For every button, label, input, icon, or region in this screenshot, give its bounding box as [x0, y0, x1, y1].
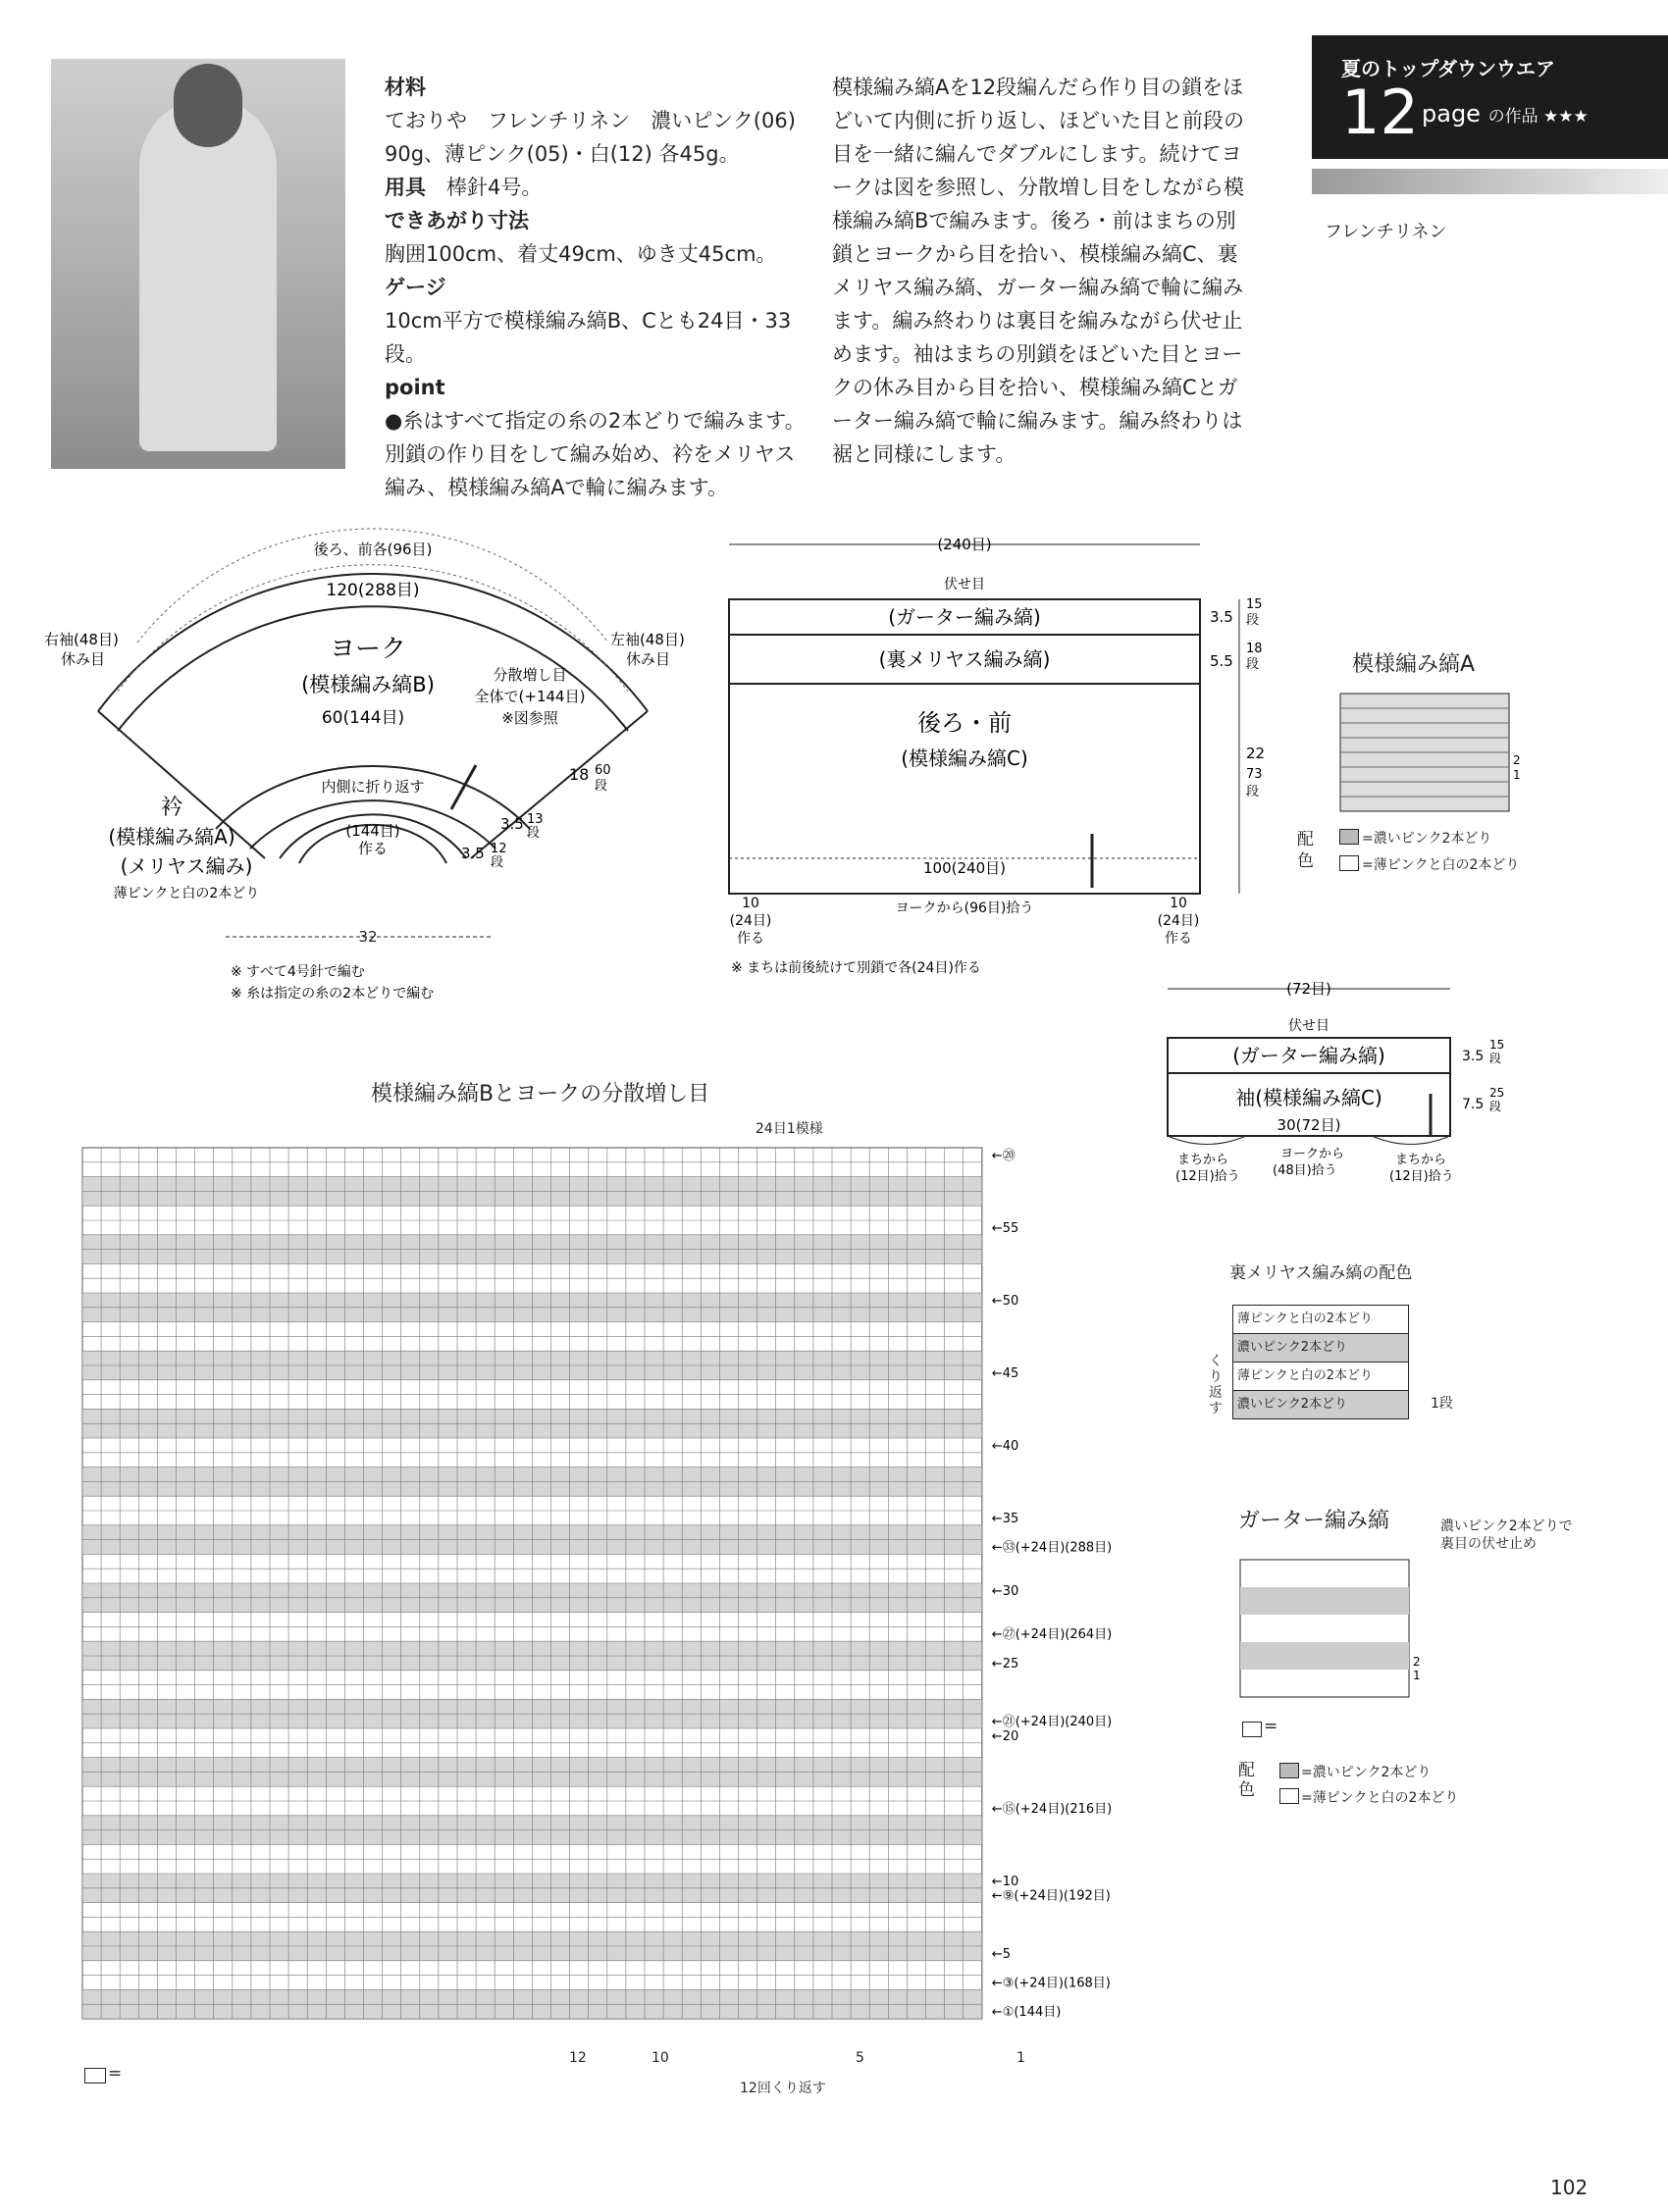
- chart-b-row-label: ←⑨(+24目)(192目): [991, 1888, 1111, 1904]
- chart-b-repeat-bottom: 12回くり返す: [740, 2081, 826, 2096]
- garter-depth: 3.5: [1210, 608, 1233, 626]
- chart-b-row-label: ←30: [991, 1583, 1019, 1599]
- garter-light-swatch: [1279, 1788, 1299, 1804]
- yoke-rows-unit: 段: [595, 779, 608, 794]
- collar-pattern: (模様編み縞A): [108, 825, 235, 849]
- rev-rows-unit: 段: [1246, 657, 1260, 672]
- chart-b-row-label: ←㉝(+24目)(288目): [991, 1540, 1113, 1556]
- fold-rows-unit: 段: [527, 826, 541, 841]
- garter-title: ガーター編み縞: [1238, 1509, 1390, 1533]
- sleeve-bottom-label: 30(72目): [1277, 1116, 1341, 1134]
- chart-b-row-label: ←35: [991, 1511, 1019, 1526]
- cast-label: (144目): [345, 822, 400, 840]
- body-rev-label: (裏メリヤス編み縞): [878, 647, 1051, 671]
- garter-row-1: 1: [1413, 1669, 1421, 1682]
- inc-label-3: ※図参照: [501, 709, 558, 727]
- heading-point: point: [385, 376, 445, 399]
- sleeve-top-label: (72目): [1286, 980, 1331, 998]
- garter-legend-1: =濃いピンク2本どり: [1301, 1765, 1432, 1780]
- rev-rows: 18: [1246, 642, 1263, 656]
- chart-b-row-label: ←⑮(+24目)(216目): [991, 1801, 1113, 1817]
- yoke-sub: (模様編み縞B): [301, 673, 435, 696]
- yoke-rows: 60: [595, 763, 611, 778]
- collar-rows-unit: 段: [491, 855, 504, 870]
- sleeve-depth: 7.5: [1462, 1097, 1485, 1112]
- gauge-text: 10cm平方で模様編み縞B、Cとも24目・33段。: [385, 309, 792, 366]
- body-garter-label: (ガーター編み縞): [888, 605, 1041, 629]
- pattern-a-row-2: 2: [1513, 753, 1521, 767]
- body-rows: 73: [1246, 767, 1263, 782]
- body-width-label: (240目): [937, 536, 992, 553]
- chart-legend-swatch: [84, 2068, 106, 2083]
- chart-b-row-label: ←㉗(+24目)(264目): [991, 1627, 1113, 1643]
- yarn-name: フレンチリネン: [1325, 222, 1447, 242]
- collar-rows: 12: [491, 842, 507, 856]
- rev-color-row-3: 薄ピンクと白の2本どり: [1232, 1363, 1409, 1391]
- chart-b-title: 模様編み縞Bとヨークの分散増し目: [371, 1082, 710, 1106]
- yoke-inner-arc: [216, 766, 530, 829]
- body-pick-label: ヨークから(96目)拾う: [895, 900, 1034, 916]
- inc-label-1: 分散増し目: [493, 666, 567, 684]
- garter-rows: 15: [1246, 597, 1263, 612]
- model-head: [174, 64, 242, 147]
- gusset-right-2: (24目): [1157, 913, 1200, 929]
- chart-b-row-label: ←10: [991, 1874, 1019, 1889]
- yoke-diagram: [39, 535, 706, 1015]
- heading-size: できあがり寸法: [385, 209, 529, 232]
- point-text: ●糸はすべて指定の糸の2本どりで編みます。別鎖の作り目をして編み始め、衿をメリヤス編み、模様編み縞Aで輪に編みます。: [385, 409, 806, 499]
- page-number: 102: [1550, 2176, 1589, 2199]
- left-sleeve-rest: 休み目: [626, 650, 671, 668]
- dark-pink-swatch: [1339, 829, 1359, 845]
- collar-yarn: 薄ピンクと白の2本どり: [113, 886, 260, 901]
- page-ref-number: 12: [1341, 77, 1419, 148]
- chart-legend-eq: =: [108, 2064, 123, 2083]
- gusset-left-1: 10: [742, 896, 759, 911]
- yoke-note-2: ※ 糸は指定の糸の2本どりで編む: [231, 986, 435, 1002]
- pattern-a-legend-head: 配色: [1297, 830, 1314, 871]
- chart-b-row-label: ←㉑(+24目)(240目): [991, 1715, 1113, 1730]
- sleeve-garter-rows-unit: 段: [1489, 1052, 1502, 1065]
- yoke-title: ヨーク: [329, 635, 407, 664]
- collar-title: 衿: [160, 796, 183, 820]
- tools-text: 棒針4号。: [446, 176, 543, 199]
- sleeve-pick-3b: (12目)拾う: [1389, 1169, 1454, 1184]
- sleeve-pick-2b: (48目)拾う: [1273, 1163, 1337, 1178]
- materials-text: ておりや フレンチリネン 濃いピンク(06) 90g、薄ピンク(05)・白(12) 各45g。: [385, 109, 796, 166]
- rev-depth: 5.5: [1210, 652, 1233, 670]
- collar-depth: 3.5: [461, 845, 485, 862]
- body-depth: 22: [1246, 745, 1266, 762]
- heading-materials: 材料: [385, 76, 426, 99]
- left-sleeve-label: 左袖(48目): [610, 631, 685, 648]
- size-text: 胸囲100cm、着丈49cm、ゆき丈45cm。: [385, 242, 777, 266]
- materials-block: [385, 71, 807, 504]
- body-bottom-label: 100(240目): [923, 859, 1006, 877]
- gusset-left-3: 作る: [737, 931, 764, 947]
- sleeve-garter-label: (ガーター編み縞): [1232, 1044, 1385, 1067]
- chart-b-grid: [82, 1148, 1113, 2040]
- chart-b-row-label: ←③(+24目)(168目): [991, 1976, 1111, 1991]
- garter-dark-swatch: [1279, 1763, 1299, 1778]
- chart-b-row-label: ←45: [991, 1365, 1019, 1381]
- garter-legend-eq: =: [1264, 1717, 1278, 1736]
- chart-b-row-label: ←50: [991, 1293, 1019, 1309]
- sleeve-pick-1b: (12目)拾う: [1175, 1169, 1240, 1184]
- chart-col-1: 1: [1016, 2050, 1025, 2066]
- series-banner: [1312, 35, 1668, 159]
- yoke-note-1: ※ すべて4号針で編む: [231, 964, 365, 980]
- yarn-swatch: [1312, 169, 1668, 194]
- right-sleeve-label: 右袖(48目): [44, 631, 119, 648]
- gusset-right-3: 作る: [1165, 931, 1192, 947]
- sleeve-rows: 25: [1489, 1086, 1505, 1100]
- yoke-right-edge: [471, 711, 648, 858]
- rev-color-row-4: 濃いピンク2本どり: [1232, 1391, 1409, 1419]
- garter-legend-head: 配色: [1238, 1761, 1255, 1800]
- yoke-top-label: 後ろ、前各(96目): [313, 540, 433, 558]
- sleeve-pick-2: ヨークから: [1280, 1147, 1345, 1161]
- garter-row-2: 2: [1413, 1655, 1421, 1669]
- gusset-right-1: 10: [1170, 896, 1187, 911]
- body-diagram: [711, 535, 1280, 986]
- page-ref-label: page の作品 ★★★: [1422, 100, 1589, 128]
- chart-b-row-label: ←5: [991, 1946, 1011, 1962]
- rev-colors-table: [1232, 1305, 1409, 1419]
- heading-tools: 用具: [385, 176, 426, 199]
- garter-legend-2: =薄ピンクと白の2本どり: [1301, 1790, 1459, 1806]
- chart-b-row-label: ←①(144目): [991, 2005, 1062, 2021]
- pattern-a-row-1: 1: [1513, 768, 1521, 782]
- garter-note-1: 濃いピンク2本どりで: [1440, 1518, 1573, 1534]
- body-bind-label: 伏せ目: [944, 577, 985, 592]
- right-sleeve-rest: 休み目: [61, 650, 106, 668]
- rev-color-row-2: 濃いピンク2本どり: [1232, 1334, 1409, 1363]
- rev-color-row-1: 薄ピンクと白の2本どり: [1232, 1305, 1409, 1334]
- pattern-a-title: 模様編み縞A: [1352, 652, 1476, 677]
- garter-chart: [1240, 1560, 1436, 1707]
- inc-label-2: 全体で(+144目): [474, 688, 586, 705]
- sleeve-rows-unit: 段: [1489, 1100, 1502, 1113]
- chart-b-repeat: 24目1模様: [756, 1121, 823, 1137]
- chart-b-row-label: ←20: [991, 1728, 1019, 1744]
- pattern-a-legend-1: =濃いピンク2本どり: [1362, 831, 1492, 847]
- body-sub: (模様編み縞C): [901, 746, 1028, 770]
- chart-b-row-label: ←⑳: [991, 1148, 1016, 1163]
- pattern-a-legend-2: =薄ピンクと白の2本どり: [1362, 857, 1520, 873]
- body-note: ※ まちは前後続けて別鎖で各(24目)作る: [731, 960, 981, 976]
- chart-b-row-label: ←55: [991, 1220, 1019, 1236]
- chart-b-row-label: ←25: [991, 1656, 1019, 1672]
- chart-b-row-label: ←40: [991, 1438, 1019, 1454]
- model-photo: [51, 59, 345, 469]
- yoke-depth: 18: [569, 765, 590, 784]
- sleeve-diagram: [1138, 971, 1511, 1197]
- body-title: 後ろ・前: [917, 709, 1012, 737]
- yoke-inner-label: 60(144目): [321, 708, 405, 728]
- chart-col-10: 10: [652, 2050, 669, 2066]
- rev-colors-title: 裏メリヤス編み縞の配色: [1229, 1263, 1413, 1283]
- chart-col-5: 5: [856, 2050, 864, 2066]
- garter-note-2: 裏目の伏せ止め: [1440, 1536, 1537, 1552]
- sleeve-garter-depth: 3.5: [1462, 1049, 1485, 1064]
- body-rows-unit: 段: [1246, 785, 1260, 799]
- garter-rows-unit: 段: [1246, 613, 1260, 628]
- collar-stockinette: (メリヤス編み): [120, 854, 253, 878]
- yoke-outer-label: 120(288目): [326, 581, 420, 600]
- pattern-a-chart: [1340, 694, 1521, 811]
- cast-label-2: 作る: [357, 840, 389, 857]
- chart-col-12: 12: [569, 2050, 587, 2066]
- rev-repeat-label: くり返す: [1209, 1354, 1223, 1416]
- gusset-left-2: (24目): [729, 913, 772, 929]
- heading-gauge: ゲージ: [385, 276, 446, 299]
- fold-label: 内側に折り返す: [321, 778, 425, 796]
- sleeve-garter-rows: 15: [1489, 1038, 1505, 1052]
- fold-rows: 13: [527, 812, 544, 827]
- series-title: 夏のトップダウンウエア: [1341, 57, 1555, 80]
- sleeve-pick-3: まちから: [1395, 1153, 1447, 1167]
- garter-legend-swatch: [1242, 1722, 1262, 1737]
- sleeve-bind-label: 伏せ目: [1288, 1018, 1329, 1034]
- light-swatch: [1339, 855, 1359, 871]
- rev-row-label: 1段: [1431, 1396, 1453, 1412]
- fold-depth: 3.5: [500, 815, 524, 833]
- sleeve-title: 袖(模様編み縞C): [1235, 1086, 1382, 1109]
- width-label: 32: [358, 928, 378, 946]
- sleeve-pick-1: まちから: [1177, 1153, 1229, 1167]
- model-figure: [139, 98, 277, 451]
- instructions-text: 模様編み縞Aを12段編んだら作り目の鎖をほどいて内側に折り返し、ほどいた目と前段の目を一緒に編んでダブルにします。続けてヨークは図を参照し、分散増し目をしながら模様編み縞Bで編みます。後ろ・前はまちの別鎖とヨークから目を拾い、模様編み縞C、裏メリヤス編み縞、ガーター編み縞で輪に編みます。編み終わりは裏目を編みながら伏せ止めます。袖はまちの別鎖をほどいた目とヨークの休み目から目を拾い、模様編み縞Cとガーター編み縞で輪に編みます。編み終わりは裾と同様にします。: [832, 76, 1244, 466]
- sleeve-gusset-arcs: [1168, 1136, 1450, 1145]
